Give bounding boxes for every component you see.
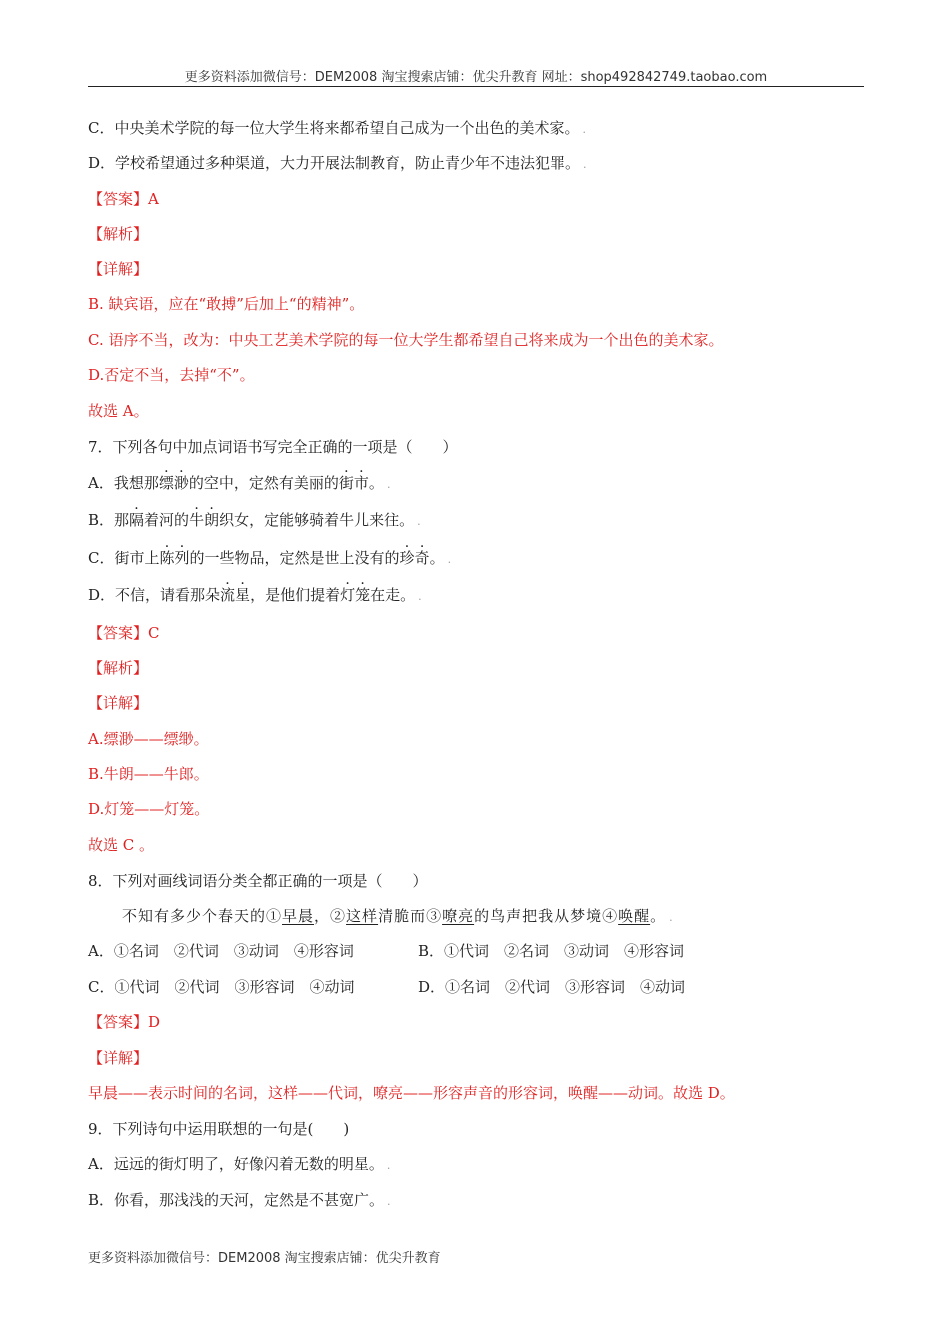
q7-option-a: A．我想那缥渺的空中，定然有美丽的街市。 . [88, 474, 391, 492]
q7-analysis-label: 【解析】 [88, 659, 149, 677]
q9-option-b: B．你看，那浅浅的天河，定然是不甚宽广。 . [88, 1191, 391, 1209]
q8-option-b: B．①代词 ②名词 ③动词 ④形容词 [418, 942, 685, 960]
q6-conclusion: 故选 A。 [88, 402, 149, 420]
q7-option-c: C．街市上陈列的一些物品，定然是世上没有的珍奇。 . [88, 549, 452, 567]
q7-conclusion: 故选 C 。 [88, 836, 155, 854]
q8-option-d: D．①名词 ②代词 ③形容词 ④动词 [418, 978, 686, 996]
q6-explanation-c: C. 语序不当，改为：中央工艺美术学院的每一位大学生都希望自己将来成为一个出色的美术家。 [88, 331, 724, 349]
page-header: 更多资料添加微信号：DEM2008 淘宝搜索店铺：优尖升教育 网址：shop492842749.taobao.com [184, 70, 768, 85]
page-footer: 更多资料添加微信号：DEM2008 淘宝搜索店铺：优尖升教育 [88, 1251, 441, 1266]
q8-explanation: 早晨——表示时间的名词，这样——代词，嘹亮——形容声音的形容词，唤醒——动词。故选 D。 [88, 1084, 735, 1102]
q7-option-d: D．不信，请看那朵流星，是他们提着灯笼在走。 . [88, 586, 422, 604]
q8-stem: 8．下列对画线词语分类全都正确的一项是（ ） [88, 872, 428, 890]
q6-detail-label: 【详解】 [88, 260, 149, 278]
q8-options-row-1 [88, 940, 788, 962]
q7-stem: 7．下列各句中加点词语书写完全正确的一项是（ ） [88, 438, 458, 456]
q7-explanation-d: D.灯笼——灯笼。 [88, 800, 210, 818]
q8-detail-label: 【详解】 [88, 1049, 149, 1067]
q6-option-d: D．学校希望通过多种渠道，大力开展法制教育，防止青少年不违法犯罪。 . [88, 154, 587, 172]
q8-option-c: C．①代词 ②代词 ③形容词 ④动词 [88, 978, 355, 996]
q7-explanation-b: B.牛朗——牛郎。 [88, 765, 209, 783]
q6-explanation-b: B. 缺宾语，应在“敢搏”后加上“的精神”。 [88, 295, 365, 313]
q7-detail-label: 【详解】 [88, 694, 149, 712]
q9-stem: 9．下列诗句中运用联想的一句是( ) [88, 1120, 350, 1138]
q7-option-b: B．那隔着河的牛朗织女，定能够骑着牛儿来往。 . [88, 511, 421, 529]
q8-poem: 不知有多少个春天的①早晨，②这样清脆而③嘹亮的鸟声把我从梦境④唤醒。 . [122, 907, 674, 925]
q7-answer: 【答案】C [88, 624, 160, 642]
q6-analysis-label: 【解析】 [88, 225, 149, 243]
q6-answer: 【答案】A [88, 190, 159, 208]
q8-options-row-2 [88, 976, 788, 998]
q7-explanation-a: A.缥渺——缥缈。 [88, 730, 209, 748]
q6-explanation-d: D.否定不当，去掉“不”。 [88, 366, 255, 384]
q8-option-a: A．①名词 ②代词 ③动词 ④形容词 [88, 942, 354, 960]
q6-option-c: C．中央美术学院的每一位大学生将来都希望自己成为一个出色的美术家。 . [88, 119, 586, 137]
q9-option-a: A．远远的街灯明了，好像闪着无数的明星。 . [88, 1155, 391, 1173]
header-rule [88, 86, 864, 87]
q8-answer: 【答案】D [88, 1013, 161, 1031]
